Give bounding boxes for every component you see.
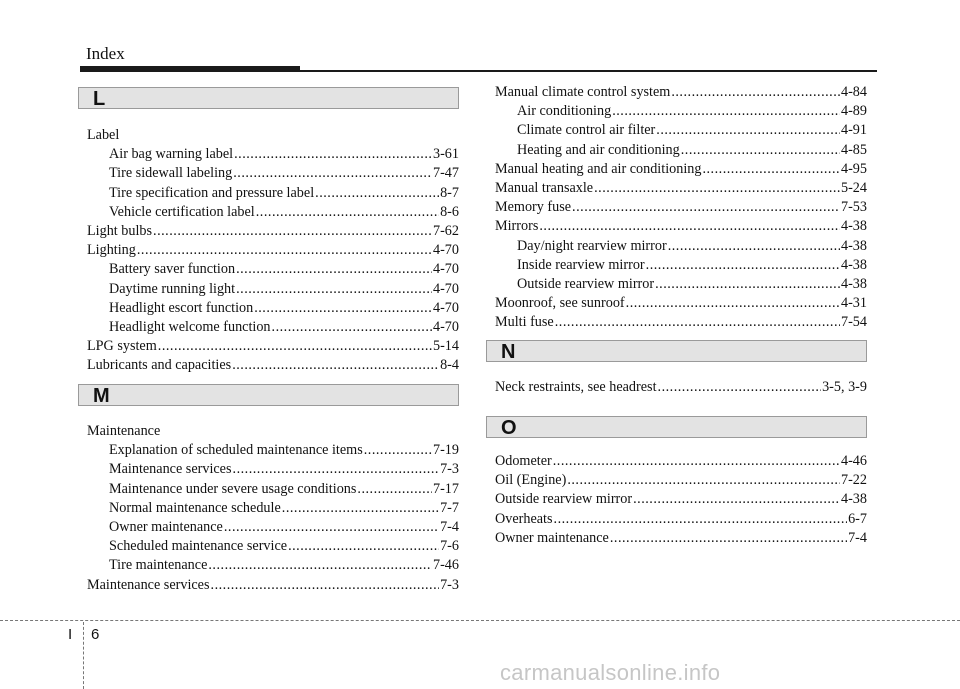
entry-text: Battery saver function — [109, 261, 236, 278]
section-header-l — [78, 87, 459, 109]
index-subentry — [87, 318, 459, 337]
entry-text: Odometer — [495, 453, 552, 469]
dot-leader — [256, 203, 439, 222]
entry-text: Maintenance — [87, 423, 161, 439]
section-letter: L — [93, 88, 106, 110]
dot-leader — [612, 102, 840, 121]
index-subentry — [495, 121, 867, 140]
dot-leader — [357, 480, 432, 499]
entry-text: Maintenance services — [87, 576, 210, 593]
index-subentry — [495, 275, 867, 294]
entry-page: 7-4 — [848, 529, 867, 546]
entry-page: 4-91 — [840, 122, 867, 139]
dot-leader — [364, 441, 432, 460]
entry-text: Maintenance services — [109, 461, 232, 478]
index-entry — [87, 337, 459, 356]
entry-page: 6-7 — [848, 510, 867, 527]
entry-page: 4-38 — [840, 218, 867, 235]
dot-leader — [567, 471, 840, 490]
entry-text: Tire maintenance — [109, 557, 208, 574]
entry-text: Scheduled maintenance service — [109, 538, 288, 555]
dot-leader — [702, 160, 840, 179]
entry-text: Outside rearview mirror — [495, 491, 633, 508]
entry-text: Multi fuse — [495, 314, 554, 331]
entry-page: 7-46 — [432, 557, 459, 574]
index-entry — [495, 529, 867, 548]
dot-leader — [554, 510, 848, 529]
footer-page-number: 6 — [91, 626, 100, 643]
entry-text: Inside rearview mirror — [517, 256, 645, 273]
entry-text: Air conditioning — [517, 103, 612, 120]
section-letter: M — [93, 385, 110, 407]
index-entry — [495, 83, 867, 102]
entry-page: 4-95 — [840, 160, 867, 177]
index-entry — [495, 217, 867, 236]
entry-text: Oil (Engine) — [495, 472, 567, 489]
index-subentry — [87, 164, 459, 183]
entry-page: 7-19 — [432, 442, 459, 459]
dot-leader — [633, 490, 840, 509]
dot-leader — [655, 275, 840, 294]
entry-page: 7-62 — [432, 222, 459, 239]
entry-page: 5-14 — [432, 338, 459, 355]
dot-leader — [646, 256, 840, 275]
entry-text: Normal maintenance schedule — [109, 499, 281, 516]
entry-text: Tire specification and pressure label — [109, 184, 315, 201]
section-header-o — [486, 416, 867, 438]
index-entry — [495, 160, 867, 179]
index-subentry — [495, 102, 867, 121]
index-subentry — [87, 299, 459, 318]
index-entry — [495, 179, 867, 198]
entry-text: Climate control air filter — [517, 122, 656, 139]
dot-leader — [594, 179, 840, 198]
index-entry — [495, 198, 867, 217]
index-entry — [495, 471, 867, 490]
entry-page: 3-61 — [432, 146, 459, 163]
index-entry — [495, 490, 867, 509]
entry-page: 8-4 — [440, 357, 459, 374]
entry-page: 4-38 — [840, 256, 867, 273]
dot-leader — [288, 537, 439, 556]
entries-m-continued — [495, 83, 867, 332]
entry-text: Headlight escort function — [109, 299, 254, 316]
entry-page: 7-4 — [440, 518, 459, 535]
entry-text: Tire sidewall labeling — [109, 165, 233, 182]
dot-leader — [315, 184, 439, 203]
entry-page: 4-70 — [432, 242, 459, 259]
footer-section-letter: I — [68, 626, 73, 643]
dot-leader — [272, 318, 432, 337]
entry-text: Mirrors — [495, 218, 539, 235]
dot-leader — [233, 460, 440, 479]
index-subentry — [87, 145, 459, 164]
entry-text: Headlight welcome function — [109, 318, 271, 335]
index-subentry — [87, 203, 459, 222]
entry-page: 4-38 — [840, 491, 867, 508]
section-bar — [486, 340, 867, 362]
footer-divider — [83, 622, 84, 689]
entry-page: 7-53 — [840, 199, 867, 216]
index-subentry — [87, 537, 459, 556]
index-entry — [495, 510, 867, 529]
dot-leader — [539, 217, 840, 236]
index-subentry — [495, 141, 867, 160]
entry-text: Label — [87, 127, 120, 143]
index-entry — [87, 241, 459, 260]
entry-page: 7-3 — [440, 461, 459, 478]
dot-leader — [236, 280, 432, 299]
dot-leader — [137, 241, 432, 260]
index-subentry — [495, 256, 867, 275]
entry-text: Owner maintenance — [109, 518, 223, 535]
section-bar — [486, 416, 867, 438]
entry-text: Light bulbs — [87, 222, 153, 239]
entries-n — [495, 378, 867, 397]
entry-page: 7-54 — [840, 314, 867, 331]
entry-page: 4-70 — [432, 261, 459, 278]
entry-text: Maintenance under severe usage conditions — [109, 480, 357, 497]
index-entry — [87, 576, 459, 595]
dot-leader — [158, 337, 432, 356]
section-header-m — [78, 384, 459, 406]
entries-m — [87, 422, 459, 595]
index-subentry — [87, 499, 459, 518]
dot-leader — [668, 237, 840, 256]
index-subentry — [87, 260, 459, 279]
entry-text: Lighting — [87, 242, 136, 259]
entry-text: Heating and air conditioning — [517, 141, 680, 158]
dot-leader — [236, 260, 432, 279]
entry-page: 8-7 — [440, 184, 459, 201]
entry-page: 5-24 — [840, 179, 867, 196]
dot-leader — [234, 145, 432, 164]
entry-text: Lubricants and capacities — [87, 357, 232, 374]
entry-page: 7-17 — [432, 480, 459, 497]
dot-leader — [555, 313, 840, 332]
dot-leader — [232, 356, 439, 375]
entry-page: 7-22 — [840, 472, 867, 489]
entry-text: LPG system — [87, 338, 157, 355]
section-bar — [78, 87, 459, 109]
entry-page: 4-85 — [840, 141, 867, 158]
dot-leader — [224, 518, 439, 537]
entry-page: 4-31 — [840, 295, 867, 312]
dot-leader — [233, 164, 432, 183]
entry-page: 4-70 — [432, 318, 459, 335]
entry-page: 3-5, 3-9 — [822, 379, 867, 395]
index-entry — [495, 294, 867, 313]
dot-leader — [153, 222, 432, 241]
watermark: carmanualsonline.info — [500, 660, 721, 685]
entries-l — [87, 126, 459, 375]
header-rule — [300, 70, 877, 72]
dot-leader — [656, 121, 840, 140]
footer-rule — [0, 620, 960, 621]
entry-page: 4-46 — [840, 453, 867, 469]
entry-page: 4-38 — [840, 275, 867, 292]
dot-leader — [658, 378, 822, 397]
index-subentry — [87, 280, 459, 299]
dot-leader — [610, 529, 847, 548]
entry-page: 4-70 — [432, 299, 459, 316]
dot-leader — [626, 294, 840, 313]
entry-page: 8-6 — [440, 203, 459, 220]
dot-leader — [681, 141, 840, 160]
entry-text: Moonroof, see sunroof — [495, 295, 625, 312]
index-subentry — [87, 556, 459, 575]
section-letter: N — [501, 341, 516, 363]
section-letter: O — [501, 417, 517, 439]
dot-leader — [671, 83, 840, 102]
index-entry — [87, 126, 459, 145]
dot-leader — [254, 299, 432, 318]
section-header-n — [486, 340, 867, 362]
dot-leader — [211, 576, 440, 595]
entry-text: Air bag warning label — [109, 146, 234, 163]
entry-page: 4-70 — [432, 280, 459, 297]
dot-leader — [572, 198, 840, 217]
index-entry — [87, 356, 459, 375]
entry-text: Daytime running light — [109, 280, 236, 297]
entry-page: 7-47 — [432, 165, 459, 182]
dot-leader — [208, 556, 432, 575]
entry-text: Explanation of scheduled maintenance items — [109, 442, 363, 459]
index-entry — [495, 452, 867, 471]
entry-text: Vehicle certification label — [109, 203, 255, 220]
index-entry — [87, 422, 459, 441]
header-bar — [80, 66, 300, 72]
entry-page: 4-38 — [840, 237, 867, 254]
page-title: Index — [86, 44, 125, 63]
index-subentry — [87, 184, 459, 203]
entry-text: Manual climate control system — [495, 84, 671, 100]
entry-page: 7-6 — [440, 538, 459, 555]
entry-text: Owner maintenance — [495, 529, 609, 546]
index-entry — [495, 378, 867, 397]
section-bar — [78, 384, 459, 406]
entries-o — [495, 452, 867, 548]
entry-page: 7-7 — [440, 499, 459, 516]
entry-text: Outside rearview mirror — [517, 275, 655, 292]
index-subentry — [87, 441, 459, 460]
entry-text: Overheats — [495, 510, 553, 527]
entry-page: 7-3 — [440, 576, 459, 593]
entry-text: Manual transaxle — [495, 179, 594, 196]
entry-page: 4-84 — [840, 84, 867, 100]
entry-text: Memory fuse — [495, 199, 572, 216]
index-subentry — [87, 480, 459, 499]
dot-leader — [282, 499, 439, 518]
entry-text: Neck restraints, see headrest — [495, 379, 657, 395]
entry-text: Manual heating and air conditioning — [495, 160, 702, 177]
index-subentry — [495, 237, 867, 256]
entry-text: Day/night rearview mirror — [517, 237, 667, 254]
dot-leader — [553, 452, 840, 471]
entry-page: 4-89 — [840, 103, 867, 120]
index-subentry — [87, 518, 459, 537]
index-subentry — [87, 460, 459, 479]
index-entry — [87, 222, 459, 241]
index-entry — [495, 313, 867, 332]
